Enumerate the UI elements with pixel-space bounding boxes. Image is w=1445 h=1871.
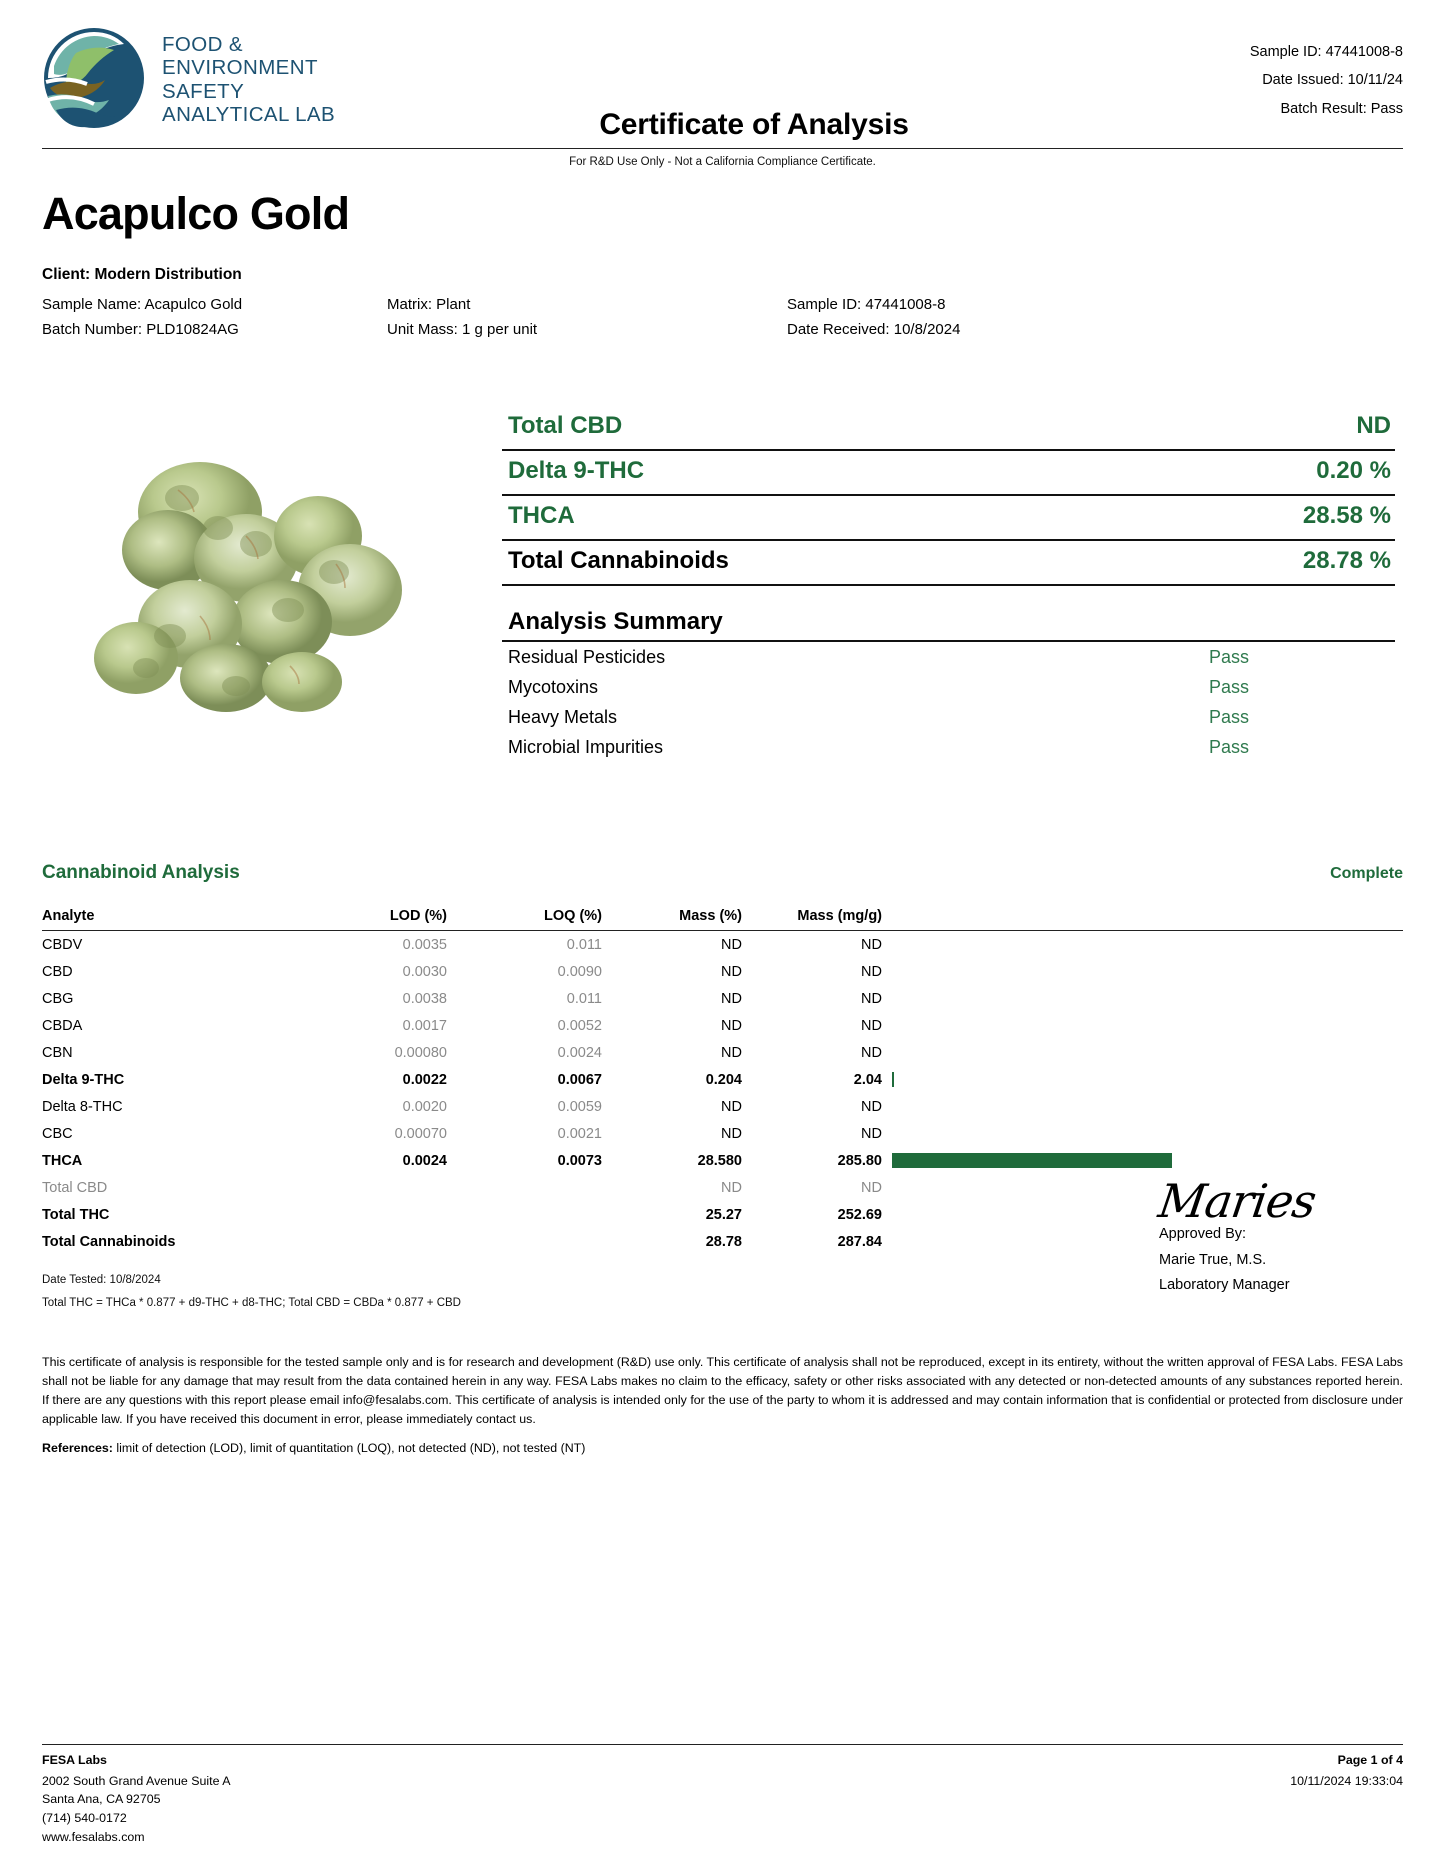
lab-brand <box>42 26 335 130</box>
cell-bar <box>882 1012 1403 1039</box>
cell-mass-pct: 25.27 <box>705 1206 742 1223</box>
analysis-summary-label: Mycotoxins <box>508 677 599 697</box>
footer-lab-info <box>42 1751 231 1847</box>
lab-name <box>162 26 335 126</box>
cell-analyte: CBN <box>42 1044 73 1061</box>
date-tested: Date Tested: 10/8/2024 <box>42 1274 161 1286</box>
cell-loq: 0.0024 <box>557 1044 602 1061</box>
info-sample-name: Sample Name: Acapulco Gold <box>42 296 243 313</box>
result-label: Delta 9-THC <box>508 457 645 484</box>
result-value: 0.20 % <box>1316 457 1391 484</box>
cell-mass-mgg: 287.84 <box>837 1233 882 1250</box>
analysis-summary-status: Pass <box>1208 707 1249 727</box>
cell-analyte: Total CBD <box>42 1179 108 1196</box>
cannabinoid-status: Complete <box>1330 865 1403 882</box>
cell-analyte: THCA <box>42 1152 83 1169</box>
table-row <box>42 1066 1403 1093</box>
cell-mass-mgg: ND <box>861 1179 882 1196</box>
cell-mass-mgg: ND <box>861 1044 882 1061</box>
client-name: Client: Modern Distribution <box>42 266 242 283</box>
logo-line-4: ANALYTICAL LAB <box>162 103 336 127</box>
sample-photo-column <box>42 400 502 740</box>
cell-mass-mgg: ND <box>861 990 882 1007</box>
cell-mass-mgg: 285.80 <box>837 1152 882 1169</box>
analysis-summary-row <box>502 702 1395 732</box>
col-bar <box>882 908 1403 931</box>
cell-mass-mgg: ND <box>861 1017 882 1034</box>
cell-mass-mgg: 2.04 <box>853 1071 882 1088</box>
col-loq: LOQ (%) <box>447 908 602 931</box>
rd-disclaimer: For R&D Use Only - Not a California Compliance Certificate. <box>569 156 876 168</box>
footer-timestamp: 10/11/2024 19:33:04 <box>1290 1773 1403 1788</box>
cell-loq: 0.0021 <box>557 1125 602 1142</box>
thc-formula: Total THC = THCa * 0.877 + d9-THC + d8-THC; Total CBD = CBDa * 0.877 + CBD <box>42 1297 461 1309</box>
header-divider <box>42 148 1403 149</box>
result-label: Total CBD <box>508 412 623 439</box>
analysis-summary-status: Pass <box>1208 647 1249 667</box>
page-header <box>42 0 1403 140</box>
result-value: ND <box>1356 412 1391 439</box>
cell-mass-pct: ND <box>721 1125 742 1142</box>
logo-line-3: SAFETY <box>162 79 245 103</box>
cell-loq: 0.0067 <box>557 1071 602 1088</box>
cell-loq: 0.0052 <box>557 1017 602 1034</box>
cell-analyte: CBDV <box>42 936 83 953</box>
result-value: 28.58 % <box>1302 502 1391 529</box>
footer-page-info <box>1290 1751 1403 1847</box>
sample-photo <box>50 440 450 740</box>
col-mass-pct: Mass (%) <box>602 908 742 931</box>
footer-phone: (714) 540-0172 <box>42 1811 127 1826</box>
cell-bar <box>882 1039 1403 1066</box>
result-value: 28.78 % <box>1302 547 1391 574</box>
cell-bar <box>882 1093 1403 1120</box>
cell-analyte: CBD <box>42 963 73 980</box>
cell-analyte: CBG <box>42 990 74 1007</box>
cell-mass-mgg: ND <box>861 963 882 980</box>
cell-lod: 0.0024 <box>402 1152 447 1169</box>
cell-bar <box>882 958 1403 985</box>
cell-loq: 0.0090 <box>557 963 602 980</box>
col-lod: LOD (%) <box>292 908 447 931</box>
cell-analyte: Delta 9-THC <box>42 1071 125 1088</box>
cell-mass-pct: ND <box>721 1179 742 1196</box>
cell-bar <box>882 1066 1403 1093</box>
col-analyte: Analyte <box>42 908 292 931</box>
cell-mass-pct: ND <box>721 990 742 1007</box>
footer-lab-name: FESA Labs <box>42 1752 107 1767</box>
cell-lod <box>292 1201 447 1228</box>
cell-bar <box>882 985 1403 1012</box>
cell-mass-pct: ND <box>721 963 742 980</box>
cell-mass-pct: ND <box>721 1044 742 1061</box>
cell-lod: 0.0030 <box>402 963 447 980</box>
signature-image: Maries <box>1155 1174 1319 1228</box>
header-sample-id: Sample ID: 47441008-8 <box>1249 44 1403 60</box>
analysis-summary-list <box>502 642 1395 762</box>
cell-lod <box>292 1228 447 1255</box>
cell-mass-pct: 0.204 <box>705 1071 742 1088</box>
table-row <box>42 1147 1403 1174</box>
approver-role: Laboratory Manager <box>1159 1277 1290 1294</box>
sample-title: Acapulco Gold <box>42 188 350 239</box>
table-row <box>42 985 1403 1012</box>
info-batch-number: Batch Number: PLD10824AG <box>42 321 239 338</box>
cell-lod: 0.00070 <box>394 1125 447 1142</box>
cell-mass-mgg: 252.69 <box>837 1206 882 1223</box>
analysis-summary-heading: Analysis Summary <box>502 586 1395 642</box>
cell-bar <box>882 1120 1403 1147</box>
table-row <box>42 1012 1403 1039</box>
analysis-summary-row <box>502 672 1395 702</box>
cell-lod: 0.0022 <box>402 1071 447 1088</box>
cell-mass-pct: ND <box>721 1017 742 1034</box>
key-results-column <box>502 400 1403 762</box>
header-date-issued: Date Issued: 10/11/24 <box>1262 72 1403 89</box>
analysis-summary-row <box>502 732 1395 762</box>
info-sample-id: Sample ID: 47441008-8 <box>787 296 946 313</box>
result-row <box>502 451 1395 496</box>
cell-loq: 0.011 <box>566 936 602 953</box>
cell-analyte: Total Cannabinoids <box>42 1233 176 1250</box>
fesa-logo-icon <box>42 26 146 130</box>
references-line <box>42 1441 1403 1455</box>
cell-analyte: CBC <box>42 1125 73 1142</box>
cell-lod: 0.0035 <box>402 936 447 953</box>
result-row <box>502 541 1395 586</box>
references-label: References: <box>42 1441 113 1456</box>
cell-analyte: Total THC <box>42 1206 110 1223</box>
footer-website[interactable]: www.fesalabs.com <box>42 1830 145 1845</box>
cell-analyte: CBDA <box>42 1017 83 1034</box>
analysis-summary-label: Residual Pesticides <box>508 647 666 667</box>
cell-bar <box>882 931 1403 959</box>
signature-block <box>1155 1174 1399 1299</box>
analysis-summary-status: Pass <box>1208 677 1249 697</box>
cell-lod: 0.0020 <box>402 1098 447 1115</box>
title-area <box>335 26 1173 142</box>
analysis-summary-label: Microbial Impurities <box>508 737 664 757</box>
cell-mass-mgg: ND <box>861 1125 882 1142</box>
cell-lod: 0.00080 <box>394 1044 447 1061</box>
info-unit-mass: Unit Mass: 1 g per unit <box>387 321 538 338</box>
table-row <box>42 1039 1403 1066</box>
info-date-received: Date Received: 10/8/2024 <box>787 321 961 338</box>
page-title: Certificate of Analysis <box>599 108 909 141</box>
approver-name: Marie True, M.S. <box>1159 1251 1267 1268</box>
footer-address-2: Santa Ana, CA 92705 <box>42 1792 161 1807</box>
cell-mass-pct: 28.78 <box>705 1233 742 1250</box>
result-label: THCA <box>508 502 575 529</box>
table-header-row <box>42 908 1403 931</box>
table-row <box>42 1093 1403 1120</box>
header-batch-result: Batch Result: Pass <box>1280 100 1403 117</box>
value-bar <box>892 1153 1172 1168</box>
approved-by-label: Approved By: <box>1159 1226 1247 1243</box>
cell-mass-pct: ND <box>721 936 742 953</box>
cannabinoid-title: Cannabinoid Analysis <box>42 862 240 883</box>
info-matrix: Matrix: Plant <box>387 296 471 313</box>
table-row <box>42 1120 1403 1147</box>
cell-loq: 0.0059 <box>557 1098 602 1115</box>
cannabinoid-section-header <box>42 862 1403 884</box>
result-row <box>502 406 1395 451</box>
cell-mass-pct: 28.580 <box>697 1152 742 1169</box>
col-mass-mgg: Mass (mg/g) <box>742 908 882 931</box>
cell-lod: 0.0038 <box>402 990 447 1007</box>
value-bar <box>892 1072 894 1087</box>
cell-loq: 0.0073 <box>557 1152 602 1169</box>
summary-area <box>42 400 1403 762</box>
table-row <box>42 958 1403 985</box>
cell-loq <box>447 1201 602 1228</box>
header-meta <box>1173 26 1403 123</box>
cell-loq <box>447 1174 602 1201</box>
cell-lod: 0.0017 <box>402 1017 447 1034</box>
sample-info-grid <box>42 296 1403 338</box>
cell-loq <box>447 1228 602 1255</box>
logo-line-2: ENVIRONMENT <box>162 56 318 80</box>
footer-address-1: 2002 South Grand Avenue Suite A <box>42 1773 231 1788</box>
cell-mass-mgg: ND <box>861 936 882 953</box>
cell-mass-mgg: ND <box>861 1098 882 1115</box>
footer-page-number: Page 1 of 4 <box>1337 1752 1403 1767</box>
cell-lod <box>292 1174 447 1201</box>
table-row <box>42 931 1403 959</box>
analysis-summary-status: Pass <box>1208 737 1249 757</box>
references-text: limit of detection (LOD), limit of quantitation (LOQ), not detected (ND), not tested (NT) <box>116 1441 586 1456</box>
page-footer <box>42 1744 1403 1847</box>
cell-bar <box>882 1147 1403 1174</box>
logo-line-1: FOOD & <box>162 33 243 56</box>
key-results-list <box>502 406 1395 586</box>
result-row <box>502 496 1395 541</box>
cell-analyte: Delta 8-THC <box>42 1098 123 1115</box>
legal-disclaimer: This certificate of analysis is responsible for the tested sample only and is for research and development (R&D) use only. This certificate of analysis shall not be reproduced, except in its entirety, without the written approval of FESA Labs. FESA Labs shall not be liable for any damage that may result from the data contained herein in any way. FESA Labs makes no claim to the efficacy, safety or other risks associated with any detected or non-detected amounts of any substances reported herein. If there are any questions with this report please email info@fesalabs.com. This certificate of analysis is intended only for the use of the party to whom it is addressed and may contain information that is confidential or protected from disclosure under applicable law. If you have received this document in error, please immediately contact us. <box>42 1355 1403 1426</box>
analysis-summary-label: Heavy Metals <box>508 707 618 727</box>
analysis-summary-row <box>502 642 1395 672</box>
result-label: Total Cannabinoids <box>508 547 729 574</box>
cell-loq: 0.011 <box>566 990 602 1007</box>
cell-mass-pct: ND <box>721 1098 742 1115</box>
